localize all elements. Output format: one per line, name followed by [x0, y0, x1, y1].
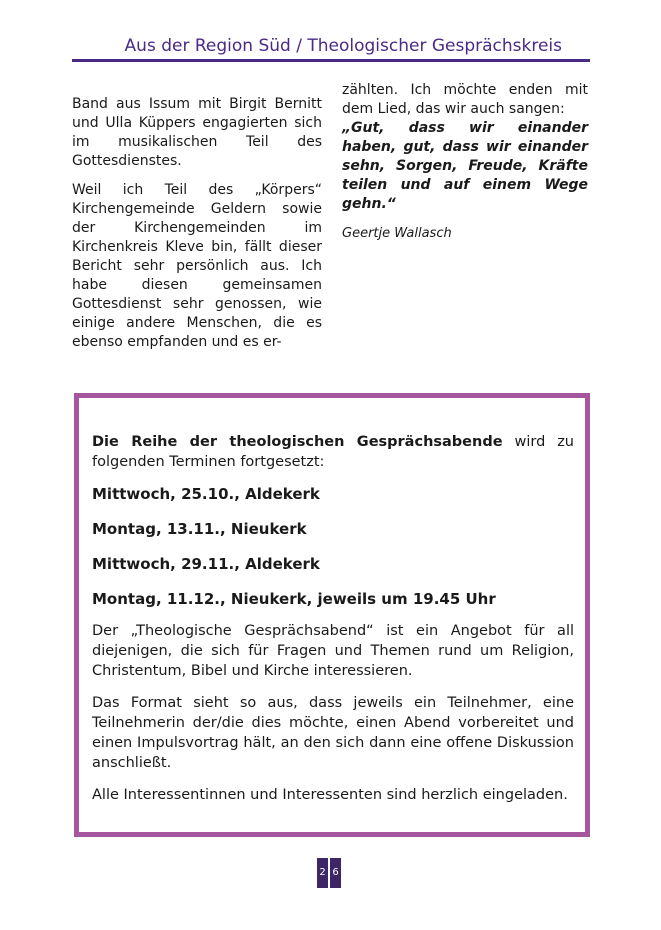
right-column	[342, 81, 588, 253]
header-rule	[72, 59, 590, 62]
song-quote: „Gut, dass wir einander haben, gut, dass wir einander sehn, Sorgen, Freude, Kräfte teilen und auf einem Wege gehn.“	[342, 120, 588, 212]
intro-rest: wird zu folgenden Terminen fortgesetzt:	[92, 434, 574, 470]
date-item-1: Mittwoch, 25.10., Aldekerk	[92, 485, 320, 503]
announcement-intro	[92, 432, 574, 472]
announcement-paragraph-1: Der „Theologische Gesprächsabend“ ist ein Angebot für all diejenigen, die sich für Fragen und Themen rund um Religion, Christentum, Bibel und Kirche interessieren.	[92, 623, 574, 679]
page-number-digit-2: 6	[330, 858, 341, 888]
date-item-4: Montag, 11.12., Nieukerk, jeweils um 19.45 Uhr	[92, 590, 496, 608]
article-author: Geertje Wallasch	[342, 226, 452, 241]
left-paragraph-1: Band aus Issum mit Birgit Bernitt und Ulla Küppers engagierten sich im musikalischen Teil des Gottesdienstes.	[72, 96, 322, 169]
date-item-2: Montag, 13.11., Nieukerk	[92, 520, 307, 538]
announcement-paragraph-3: Alle Interessentinnen und Interessenten sind herzlich eingeladen.	[92, 787, 568, 803]
left-column	[72, 95, 322, 362]
page-number	[317, 858, 343, 888]
left-paragraph-2: Weil ich Teil des „Körpers“ Kirchengemeinde Geldern sowie der Kirchengemeinden im Kirchenkreis Kleve bin, fällt dieser Bericht sehr persönlich aus. Ich habe diesen gemeinsamen Gottesdienst sehr genossen, wie einige andere Menschen, die es ebenso empfanden und es er-	[72, 182, 322, 350]
announcement-content	[92, 432, 574, 817]
announcement-box	[74, 393, 590, 837]
page-number-digit-1: 2	[317, 858, 328, 888]
intro-lead: Die Reihe der theologischen Gesprächsabende	[92, 434, 503, 450]
date-item-3: Mittwoch, 29.11., Aldekerk	[92, 555, 320, 573]
right-paragraph-1: zählten. Ich möchte enden mit dem Lied, das wir auch sangen:	[342, 82, 588, 117]
announcement-paragraph-2: Das Format sieht so aus, dass jeweils ein Teilnehmer, eine Teilnehmerin der/die dies möchte, einen Abend vorbereitet und einen Impulsvortrag hält, an den sich dann eine offene Diskussion anschließt.	[92, 695, 574, 771]
page-header-title: Aus der Region Süd / Theologischer Gesprächskreis	[124, 36, 562, 56]
